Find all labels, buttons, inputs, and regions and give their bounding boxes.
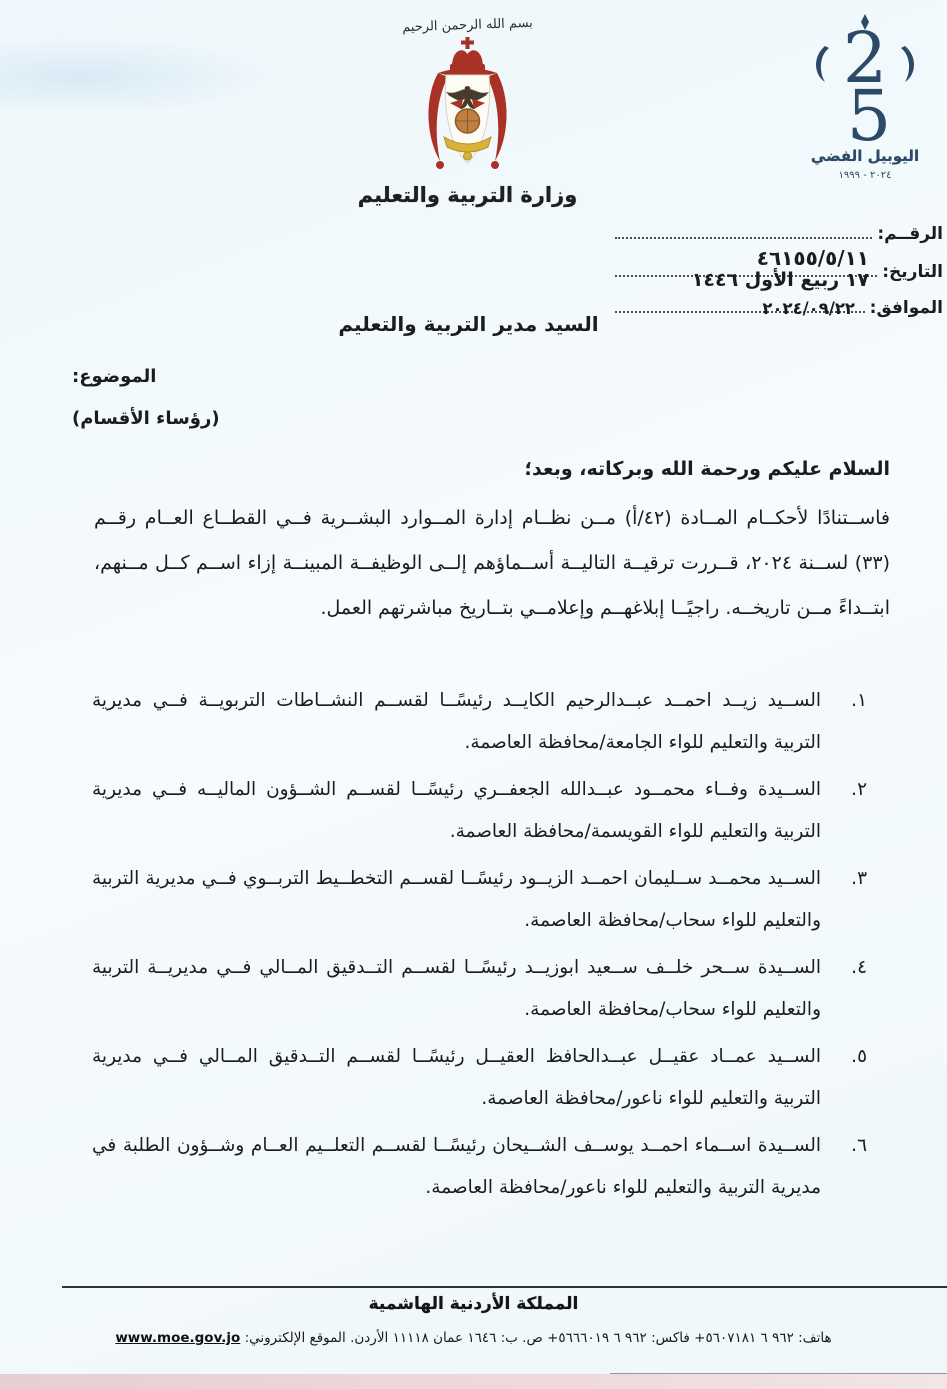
item-text: الســيدة وفــاء محمــود عبــدالله الجعفــري رئيسًــا لقســم الشــؤون الماليــه فــي مديرية التربية والتعليم للواء القويسمة/محافظة العاصمة. (92, 779, 821, 842)
svg-text:2: 2 (842, 17, 888, 99)
list-item (92, 1125, 881, 1209)
postal-address: ص. ب: ١٦٤٦ عمان ١١١١٨ الأردن. الموقع الإلكتروني: (240, 1330, 548, 1346)
recipient-title: السيد مدير التربية والتعليم (338, 312, 599, 336)
bismillah-calligraphy: بسم الله الرحمن الرحيم (401, 15, 534, 36)
ref-number-row (615, 224, 943, 244)
footer-divider (62, 1286, 947, 1288)
date-gregorian-label: الموافق: (869, 298, 943, 318)
list-item (92, 680, 881, 764)
item-text: الســيدة اســماء احمــد يوســف الشــيحان رئيسًــا لقســم التعلــيم العــام وشــؤون الطلبة في مديرية التربية والتعليم للواء ناعور/محافظة العاصمة. (92, 1135, 821, 1198)
promotion-list (92, 680, 881, 1214)
jubilee-25-monogram-icon (805, 12, 925, 147)
phone-number: +٩٦٢ ٦ ٥٦٠٧١٨١ (694, 1330, 794, 1346)
item-number: ٢. (851, 779, 867, 800)
date-hijri-value: ١٧ ربيع الأول ١٤٤٦ (691, 269, 869, 291)
scan-edge-strip (0, 1374, 947, 1389)
letter-body-paragraph: فاســتنادًا لأحكــام المــادة (٤٢/أ) مــن نظــام إدارة المــوارد البشــرية فــي القطــاع العــام رقــم (٣٣) لســنة ٢٠٢٤، قــررت ترقيــة التاليــة أســماؤهم إلــى الوظيفــة المبينــة إزاء اســم كــل مــنهم، ابتــداءً مــن تاريخــه. راجيًــا إبلاغهــم وإعلامــي بتــاريخ مباشرتهم العمل. (94, 507, 890, 619)
item-number: ٤. (851, 957, 867, 978)
list-item (92, 1036, 881, 1120)
fax-label: فاكس: (646, 1330, 695, 1346)
item-text: الســيد عمــاد عقيــل عبــدالحافظ العقيــل رئيسًــا لقســم التــدقيق المــالي فــي مديرية التربية والتعليم للواء ناعور/محافظة العاصمة. (92, 1046, 821, 1109)
dotted-leader (615, 237, 872, 239)
item-number: ٥. (851, 1046, 867, 1067)
website-link[interactable]: www.moe.gov.jo (115, 1330, 241, 1346)
contact-line (0, 1330, 947, 1346)
greeting-line: السلام عليكم ورحمة الله وبركاته، وبعد؛ (524, 458, 890, 480)
kingdom-name-calligraphy: المملكة الأردنية الهاشمية (368, 1294, 579, 1314)
date-gregorian-value: ٢٠٢٤/٠٩/٢٢ (762, 299, 855, 318)
item-number: ٦. (851, 1135, 867, 1156)
item-text: الســيد محمــد ســليمان احمــد الزيــود رئيسًــا لقســم التخطــيط التربــوي فــي مديرية التربية والتعليم للواء سحاب/محافظة العاصمة. (92, 868, 821, 931)
list-item (92, 947, 881, 1031)
ref-number-label: الرقــم: (877, 224, 943, 244)
silver-jubilee-logo (789, 12, 941, 181)
phone-label: هاتف: (793, 1330, 832, 1346)
item-text: الســيد زيــد احمــد عبــدالرحيم الكايــد رئيسًــا لقســم النشــاطات التربويــة فــي مديرية التربية والتعليم للواء الجامعة/محافظة العاصمة. (92, 690, 821, 753)
list-item (92, 858, 881, 942)
item-number: ٣. (851, 868, 867, 889)
date-hijri-label: التاريخ: (882, 262, 943, 282)
ref-number-value: ٤٦١٥٥/٥/١١ (756, 246, 869, 270)
fax-number: +٩٦٢ ٦ ٥٦٦٦٠١٩ (547, 1330, 647, 1346)
jubilee-years: ٢٠٢٤ - ١٩٩٩ (838, 170, 892, 181)
item-number: ١. (851, 690, 867, 711)
svg-text:5: 5 (846, 75, 892, 147)
item-text: الســيدة ســحر خلــف ســعيد ابوزيــد رئيسًــا لقســم التــدقيق المــالي فــي مديريــة التربية والتعليم للواء سحاب/محافظة العاصمة. (92, 957, 821, 1020)
ministry-name-calligraphy: وزارة التربية والتعليم (357, 183, 578, 207)
subject-value: (رؤساء الأقسام) (72, 408, 220, 429)
jubilee-title: اليوبيل الفضي (810, 147, 920, 165)
list-item (92, 769, 881, 853)
subject-label: الموضوع: (72, 366, 157, 387)
